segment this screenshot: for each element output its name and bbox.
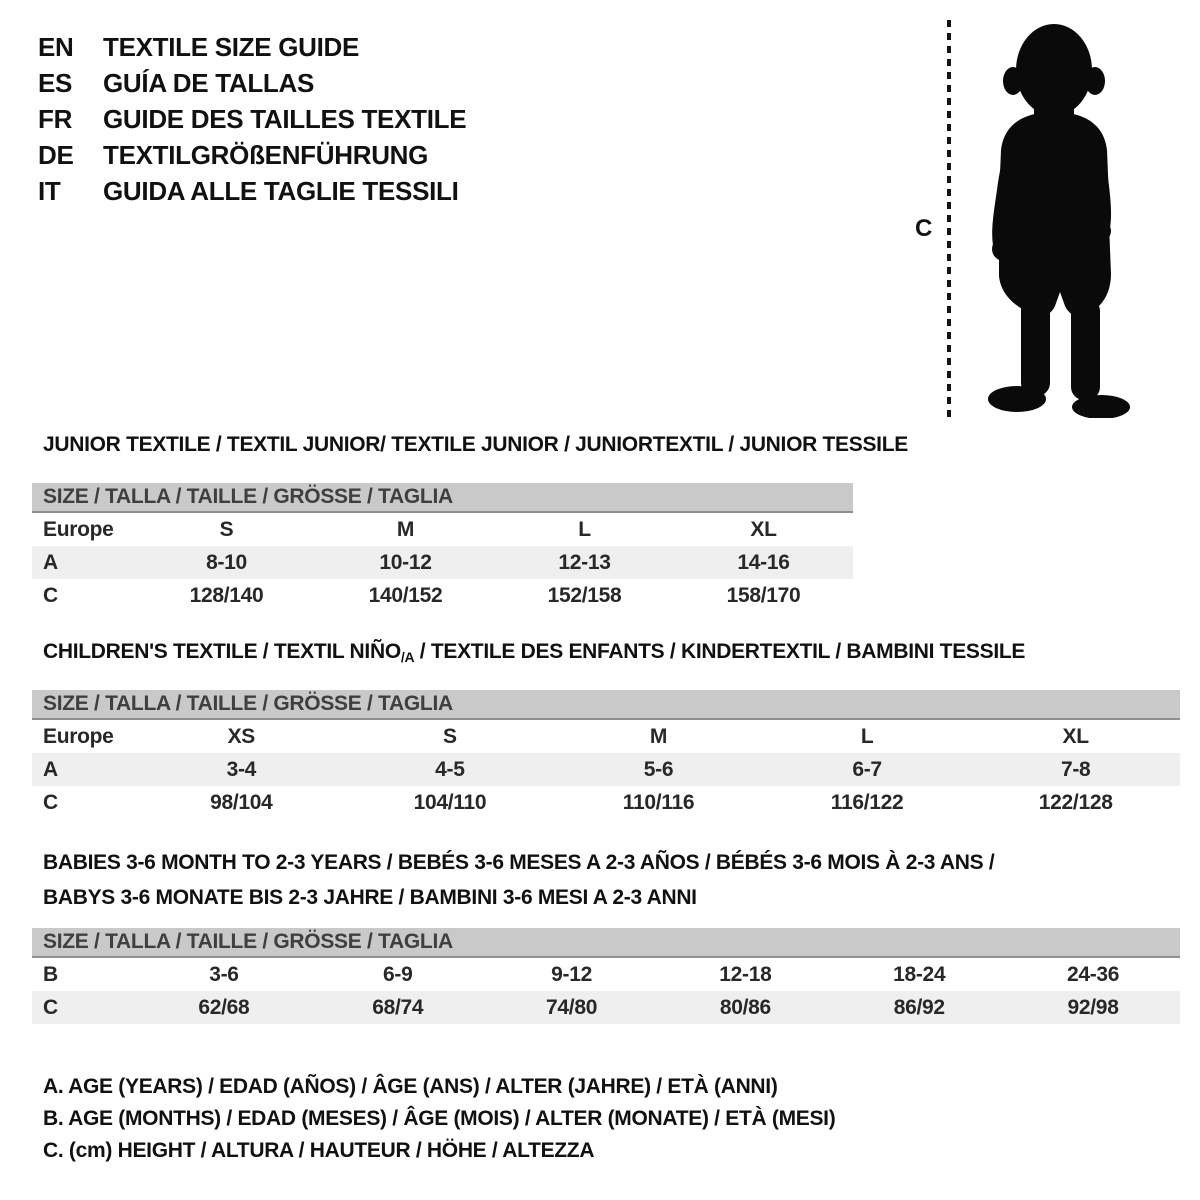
table-row <box>32 958 1180 991</box>
table-row <box>32 786 1180 819</box>
children-size-table <box>32 690 1180 819</box>
junior-section-title: JUNIOR TEXTILE / TEXTIL JUNIOR/ TEXTILE JUNIOR / JUNIORTEXTIL / JUNIOR TESSILE <box>43 433 908 456</box>
size-header-bar <box>32 690 1180 720</box>
size-cell: L <box>860 724 874 748</box>
height-cell: 158/170 <box>726 583 801 607</box>
table-row <box>32 546 853 579</box>
lang-label: GUIDA ALLE TAGLIE TESSILI <box>103 175 459 206</box>
row-label: B <box>43 962 58 986</box>
row-label: C <box>43 790 58 814</box>
row-label: C <box>43 995 58 1019</box>
table-row <box>32 720 1180 753</box>
size-header-bar <box>32 928 1180 958</box>
height-cell: 62/68 <box>198 995 250 1019</box>
height-cell: 86/92 <box>893 995 945 1019</box>
row-label: Europe <box>43 724 114 748</box>
legend-line-a: A. AGE (YEARS) / EDAD (AÑOS) / ÂGE (ANS) / ALTER (JAHRE) / ETÀ (ANNI) <box>43 1075 778 1098</box>
lang-code: ES <box>38 67 73 98</box>
size-header-label: SIZE / TALLA / TAILLE / GRÖSSE / TAGLIA <box>43 485 453 508</box>
height-cell: 98/104 <box>210 790 273 814</box>
height-cell: 74/80 <box>546 995 598 1019</box>
height-measure-label: C <box>915 215 933 242</box>
babies-size-table <box>32 928 1180 1024</box>
lang-code: FR <box>38 103 73 134</box>
age-cell: 6-7 <box>852 757 882 781</box>
age-cell: 7-8 <box>1060 757 1091 781</box>
legend-line-c: C. (cm) HEIGHT / ALTURA / HAUTEUR / HÖHE / ALTEZZA <box>43 1139 595 1162</box>
baby-silhouette-icon <box>966 18 1136 418</box>
row-label: C <box>43 583 58 607</box>
height-cell: 68/74 <box>372 995 424 1019</box>
height-cell: 92/98 <box>1067 995 1119 1019</box>
age-cell: 6-9 <box>383 962 413 986</box>
babies-section-title <box>43 845 994 915</box>
height-cell: 152/158 <box>547 583 622 607</box>
table-row <box>32 991 1180 1024</box>
size-header-label: SIZE / TALLA / TAILLE / GRÖSSE / TAGLIA <box>43 930 453 953</box>
lang-label: TEXTILGRÖßENFÜHRUNG <box>103 139 429 170</box>
babies-title-line1: BABIES 3-6 MONTH TO 2-3 YEARS / BEBÉS 3-6 MESES A 2-3 AÑOS / BÉBÉS 3-6 MOIS À 2-3 ANS / <box>43 851 995 874</box>
age-cell: 8-10 <box>206 550 247 574</box>
size-header-bar <box>32 483 853 513</box>
age-cell: 12-18 <box>719 962 772 986</box>
language-title-list <box>38 29 466 209</box>
lang-row-fr <box>38 101 466 137</box>
children-title-part2: / TEXTILE DES ENFANTS / KINDERTEXTIL / BAMBINI TESSILE <box>414 640 1026 663</box>
age-cell: 3-6 <box>209 962 239 986</box>
lang-label: GUÍA DE TALLAS <box>103 67 315 98</box>
age-cell: 9-12 <box>551 962 592 986</box>
table-row <box>32 753 1180 786</box>
children-title-subscript: /A <box>400 649 415 665</box>
size-cell: M <box>396 517 415 541</box>
junior-size-table <box>32 483 853 612</box>
lang-code: EN <box>38 31 74 62</box>
height-cell: 122/128 <box>1038 790 1113 814</box>
row-label: A <box>43 757 58 781</box>
lang-row-de <box>38 137 466 173</box>
lang-code: DE <box>38 139 74 170</box>
lang-label: GUIDE DES TAILLES TEXTILE <box>103 103 467 134</box>
children-section-title <box>43 640 1025 669</box>
lang-code: IT <box>38 175 61 206</box>
age-cell: 10-12 <box>379 550 432 574</box>
lang-label: TEXTILE SIZE GUIDE <box>103 31 360 62</box>
lang-row-en <box>38 29 466 65</box>
table-row <box>32 513 853 546</box>
age-cell: 4-5 <box>435 757 465 781</box>
age-cell: 14-16 <box>737 550 790 574</box>
age-cell: 24-36 <box>1066 962 1120 986</box>
lang-row-it <box>38 173 466 209</box>
age-cell: 12-13 <box>558 550 611 574</box>
age-cell: 18-24 <box>893 962 946 986</box>
age-cell: 3-4 <box>226 757 257 781</box>
height-cell: 80/86 <box>719 995 771 1019</box>
size-header-label: SIZE / TALLA / TAILLE / GRÖSSE / TAGLIA <box>43 692 453 715</box>
size-cell: S <box>219 517 234 541</box>
babies-title-line2: BABYS 3-6 MONATE BIS 2-3 JAHRE / BAMBINI 3-6 MESI A 2-3 ANNI <box>43 886 697 909</box>
size-cell: XS <box>227 724 255 748</box>
height-cell: 104/110 <box>413 790 487 814</box>
height-cell: 110/116 <box>622 790 695 814</box>
row-label: Europe <box>43 517 114 541</box>
age-cell: 5-6 <box>643 757 674 781</box>
size-cell: XL <box>1062 724 1089 748</box>
size-cell: XL <box>750 517 777 541</box>
size-cell: L <box>578 517 591 541</box>
height-measure-dashed-line <box>947 20 951 418</box>
lang-row-es <box>38 65 466 101</box>
height-cell: 140/152 <box>368 583 443 607</box>
legend <box>43 1071 835 1167</box>
height-cell: 116/122 <box>830 790 904 814</box>
row-label: A <box>43 550 58 574</box>
height-cell: 128/140 <box>189 583 264 607</box>
size-cell: S <box>443 724 457 748</box>
legend-line-b: B. AGE (MONTHS) / EDAD (MESES) / ÂGE (MOIS) / ALTER (MONATE) / ETÀ (MESI) <box>43 1107 836 1130</box>
table-row <box>32 579 853 612</box>
size-cell: M <box>649 724 668 748</box>
children-title-part1: CHILDREN'S TEXTILE / TEXTIL NIÑO <box>43 640 401 663</box>
